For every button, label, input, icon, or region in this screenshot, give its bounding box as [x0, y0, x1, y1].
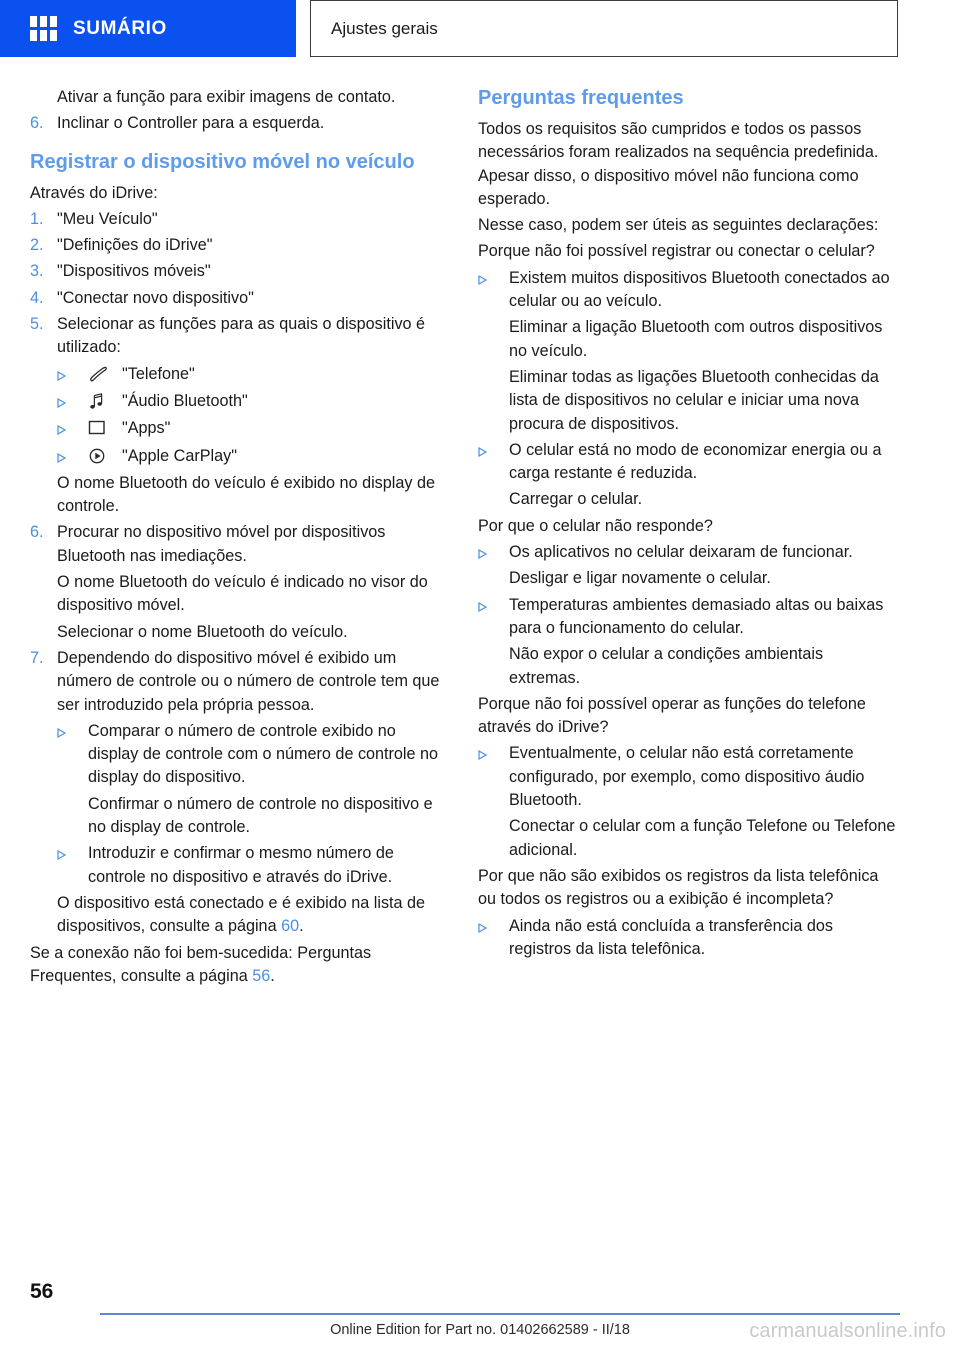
list-item: [30, 521, 450, 568]
list-item: [57, 720, 450, 790]
list-item: [478, 594, 898, 641]
square-app-icon: [88, 417, 122, 436]
list-marker: 5.: [30, 315, 44, 334]
faq-question: Por que não são exibidos os registros da lista telefônica ou todos os registros ou a exibição é incompleta?: [478, 866, 879, 909]
list-item: [57, 793, 450, 840]
list-item: [30, 112, 450, 135]
answer-text: Carregar o celular.: [509, 490, 643, 509]
list-text: Comparar o número de controle exibido no display de controle com o número de controle no display do dispositivo.: [88, 721, 439, 787]
list-text: "Apple CarPlay": [122, 446, 237, 465]
list-text: "Apps": [122, 419, 171, 438]
triangle-bullet-icon: [57, 842, 88, 860]
page-link[interactable]: 60: [281, 917, 300, 936]
play-circle-icon: [88, 445, 122, 465]
triangle-bullet-icon: [57, 445, 88, 463]
list-marker: 6.: [30, 523, 44, 542]
page-header: [0, 0, 960, 62]
faq-intro-paragraph: Todos os requisitos são cumpridos e todos os passos necessários foram realizados na sequência predefinida. Apesar disso, o dispositivo móvel não funciona como esperado.: [478, 120, 879, 208]
list-marker: 7.: [30, 648, 44, 667]
list-text: Os aplicativos no celular deixaram de funcionar.: [509, 543, 853, 562]
list-item: [30, 313, 450, 360]
triangle-bullet-icon: [57, 390, 88, 408]
list-text: "Áudio Bluetooth": [122, 391, 248, 410]
left-column: [30, 86, 450, 991]
triangle-bullet-icon: [478, 742, 509, 760]
list-item: [57, 842, 450, 889]
list-text: Dependendo do dispositivo móvel é exibido um número de controle ou o número de controle tem que ser introduzido pela própria pessoa.: [57, 648, 440, 714]
answer-text: Não expor o celular a condições ambientais extremas.: [509, 645, 824, 687]
grid-icon: [30, 16, 57, 41]
cross-reference-text: O dispositivo está conectado e é exibido na lista de dispositivos, consulte a página: [57, 893, 426, 936]
faq-question: Por que o celular não responde?: [478, 516, 713, 535]
page-title: Registrar o dispositivo móvel no veículo: [30, 150, 415, 173]
list-item: [478, 915, 898, 962]
answer-text: Eliminar a ligação Bluetooth com outros dispositivos no veículo.: [509, 318, 883, 360]
page-number: 56: [30, 1280, 54, 1303]
list-item: [30, 208, 450, 231]
list-text: Introduzir e confirmar o mesmo número de controle no dispositivo e através do iDrive.: [88, 844, 394, 886]
triangle-bullet-icon: [478, 439, 509, 457]
page-link[interactable]: 56: [252, 966, 271, 985]
breadcrumb-label: Ajustes gerais: [331, 18, 438, 38]
faq-title: Perguntas frequentes: [478, 87, 684, 109]
intro-text: Através do iDrive:: [30, 183, 158, 202]
music-note-icon: [88, 390, 122, 411]
note-text: O nome Bluetooth do veículo é indicado no visor do dispositivo móvel.: [57, 573, 428, 615]
list-text: Existem muitos dispositivos Bluetooth conectados ao celular ou ao veículo.: [509, 268, 890, 311]
list-text: Temperaturas ambientes demasiado altas ou baixas para o funcionamento do celular.: [509, 595, 884, 637]
list-text: "Dispositivos móveis": [57, 262, 211, 281]
list-text: Procurar no dispositivo móvel por dispositivos Bluetooth nas imediações.: [57, 523, 386, 565]
toc-button[interactable]: [0, 0, 296, 57]
list-item: [30, 287, 450, 310]
list-item: [478, 742, 898, 812]
note-text: Selecionar o nome Bluetooth do veículo.: [57, 622, 348, 641]
triangle-bullet-icon: [57, 417, 88, 435]
list-text: "Definições do iDrive": [57, 236, 213, 255]
faq-question: Porque não foi possível operar as funções do telefone através do iDrive?: [478, 694, 866, 737]
list-item: [478, 541, 898, 564]
list-text: "Conectar novo dispositivo": [57, 288, 254, 307]
cross-reference-note: [30, 942, 450, 989]
answer-text: Desligar e ligar novamente o celular.: [509, 569, 771, 588]
answer-text: Conectar o celular com a função Telefone ou Telefone adicional.: [509, 817, 896, 859]
page-content: [0, 86, 960, 1266]
faq-intro-paragraph-2: Nesse caso, podem ser úteis as seguintes declarações:: [478, 216, 879, 235]
list-item: [30, 647, 450, 717]
cross-reference-text: Se a conexão não foi bem-sucedida: Perguntas Frequentes, consulte a página: [30, 943, 372, 985]
period: .: [299, 917, 304, 936]
cross-reference-note: [57, 892, 450, 939]
period: .: [270, 966, 275, 985]
lead-continuation: Ativar a função para exibir imagens de contato.: [57, 88, 396, 106]
list-item: [478, 439, 898, 486]
page-footer: [0, 1266, 960, 1362]
triangle-bullet-icon: [57, 720, 88, 738]
watermark-label: carmanualsonline.info: [749, 1320, 946, 1342]
phone-handset-icon: [88, 363, 122, 383]
list-marker: 1.: [30, 209, 44, 228]
list-item: [57, 417, 450, 440]
breadcrumb: [310, 0, 898, 57]
list-text: "Telefone": [122, 364, 195, 383]
triangle-bullet-icon: [57, 363, 88, 381]
list-text: Confirmar o número de controle no dispositivo e no display de controle.: [88, 794, 433, 837]
right-column: [478, 86, 898, 964]
triangle-bullet-icon: [478, 541, 509, 559]
list-item: [30, 260, 450, 283]
toc-label: SUMÁRIO: [73, 17, 167, 39]
list-marker: 2.: [30, 236, 44, 255]
list-item: [57, 445, 450, 468]
list-item: [30, 234, 450, 257]
list-item: [478, 267, 898, 314]
list-text: O celular está no modo de economizar energia ou a carga restante é reduzida.: [509, 440, 882, 483]
list-text: Inclinar o Controller para a esquerda.: [57, 114, 325, 133]
list-marker: 6.: [30, 114, 44, 133]
list-item: [57, 390, 450, 413]
edition-note: Online Edition for Part no. 01402662589 - II/18: [330, 1322, 630, 1338]
footer-divider: [100, 1313, 900, 1315]
list-text: Selecionar as funções para as quais o dispositivo é utilizado:: [57, 315, 426, 357]
triangle-bullet-icon: [478, 915, 509, 933]
answer-text: Eliminar todas as ligações Bluetooth conhecidas da lista de dispositivos no celular e iniciar uma nova procura de dispositivos.: [509, 367, 879, 433]
list-text: Eventualmente, o celular não está corretamente configurado, por exemplo, como dispositivo áudio Bluetooth.: [509, 744, 865, 810]
note-text: O nome Bluetooth do veículo é exibido no display de controle.: [57, 473, 435, 516]
faq-question: Porque não foi possível registrar ou conectar o celular?: [478, 242, 875, 261]
triangle-bullet-icon: [478, 267, 509, 285]
list-marker: 3.: [30, 262, 44, 281]
list-text: "Meu Veículo": [57, 209, 158, 228]
list-text: Ainda não está concluída a transferência dos registros da lista telefônica.: [509, 916, 833, 958]
list-item: [57, 363, 450, 386]
triangle-bullet-icon: [478, 594, 509, 612]
list-marker: 4.: [30, 288, 44, 307]
